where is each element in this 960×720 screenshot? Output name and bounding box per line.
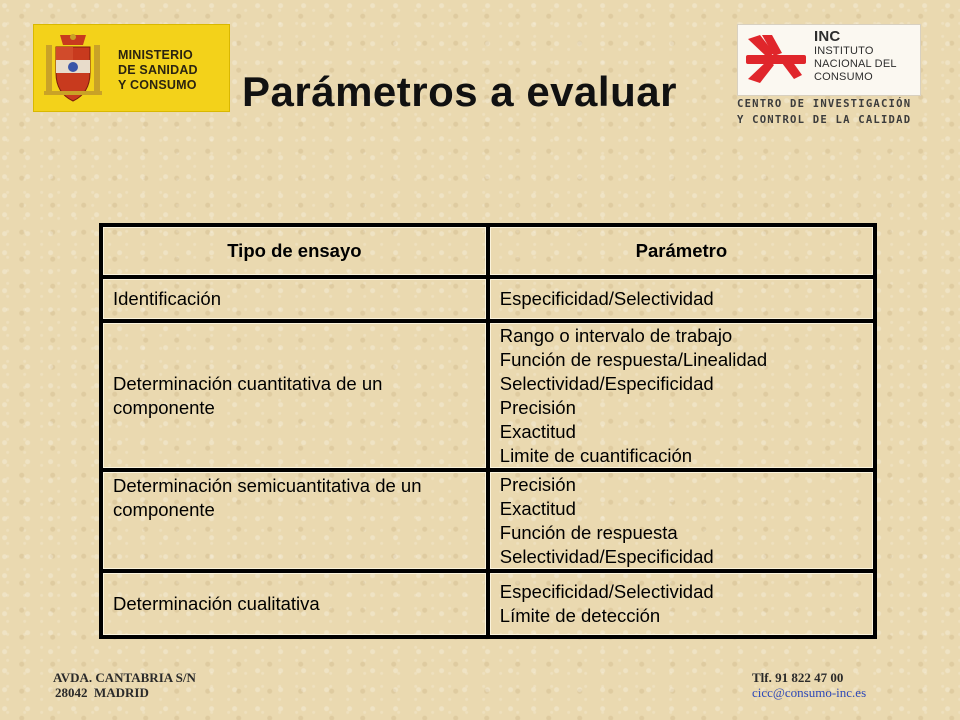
inc-line: INSTITUTO <box>814 45 874 57</box>
footer-contact <box>752 670 866 700</box>
inc-name <box>814 28 918 84</box>
tipo-line: Determinación cualitativa <box>113 593 320 614</box>
phone-number: Tlf. 91 822 47 00 <box>752 670 844 685</box>
ministry-line: Y CONSUMO <box>118 78 197 92</box>
ministry-line: DE SANIDAD <box>118 63 198 77</box>
table-row <box>101 470 875 571</box>
parametro-line: Exactitud <box>499 420 576 442</box>
center-line: Y CONTROL DE LA CALIDAD <box>737 114 912 126</box>
inc-acronym: INC <box>814 28 841 45</box>
parametro-line: Rango o intervalo de trabajo <box>499 324 733 346</box>
table-header-row <box>101 225 875 277</box>
address-line: 28042 MADRID <box>55 685 149 700</box>
tipo-line: componente <box>113 499 215 520</box>
parametro-cell <box>488 470 875 571</box>
parametro-line: Exactitud <box>499 497 576 519</box>
tipo-cell <box>101 571 488 637</box>
parametro-cell <box>488 571 875 637</box>
page-title: Parámetros a evaluar <box>242 68 677 115</box>
parametro-cell <box>488 277 875 321</box>
tipo-cell <box>101 470 488 571</box>
parameters-table <box>99 223 877 639</box>
parametro-line: Especificidad/Selectividad <box>499 288 714 309</box>
center-name <box>737 96 947 128</box>
tipo-line: Determinación semicuantitativa de un <box>113 475 422 496</box>
inc-line: NACIONAL DEL <box>814 58 897 70</box>
email-link[interactable]: cicc@consumo-inc.es <box>752 685 867 700</box>
parametro-cell <box>488 321 875 470</box>
tipo-line: Identificación <box>113 288 221 309</box>
address-line: AVDA. CANTABRIA S/N <box>53 670 196 685</box>
column-header-tipo: Tipo de ensayo <box>101 225 488 277</box>
parametro-line: Especificidad/Selectividad <box>499 581 714 602</box>
parametro-line: Función de respuesta <box>499 521 678 543</box>
inc-emblem-icon <box>744 33 808 85</box>
parametro-line: Limite de cuantificación <box>499 444 693 466</box>
parametro-line: Selectividad/Especificidad <box>499 545 714 567</box>
ministry-logo <box>33 24 230 112</box>
table-row <box>101 571 875 637</box>
parametro-line: Precisión <box>499 396 576 418</box>
column-header-parametro: Parámetro <box>488 225 875 277</box>
parametro-line: Selectividad/Especificidad <box>499 372 714 394</box>
parametro-line: Precisión <box>499 473 576 495</box>
parametro-line: Límite de detección <box>499 605 661 626</box>
tipo-cell <box>101 277 488 321</box>
tipo-cell <box>101 321 488 470</box>
ministry-name <box>118 48 228 93</box>
table-row <box>101 277 875 321</box>
tipo-line: componente <box>113 396 215 418</box>
inc-line: CONSUMO <box>814 71 873 83</box>
center-line: CENTRO DE INVESTIGACIÓN <box>737 98 912 110</box>
inc-logo <box>737 24 921 96</box>
ministry-line: MINISTERIO <box>118 48 193 62</box>
tipo-line: Determinación cuantitativa de un <box>113 372 383 394</box>
parametro-line: Función de respuesta/Linealidad <box>499 348 768 370</box>
table-row <box>101 321 875 470</box>
coat-of-arms-icon <box>42 31 104 105</box>
footer-address <box>53 670 196 700</box>
